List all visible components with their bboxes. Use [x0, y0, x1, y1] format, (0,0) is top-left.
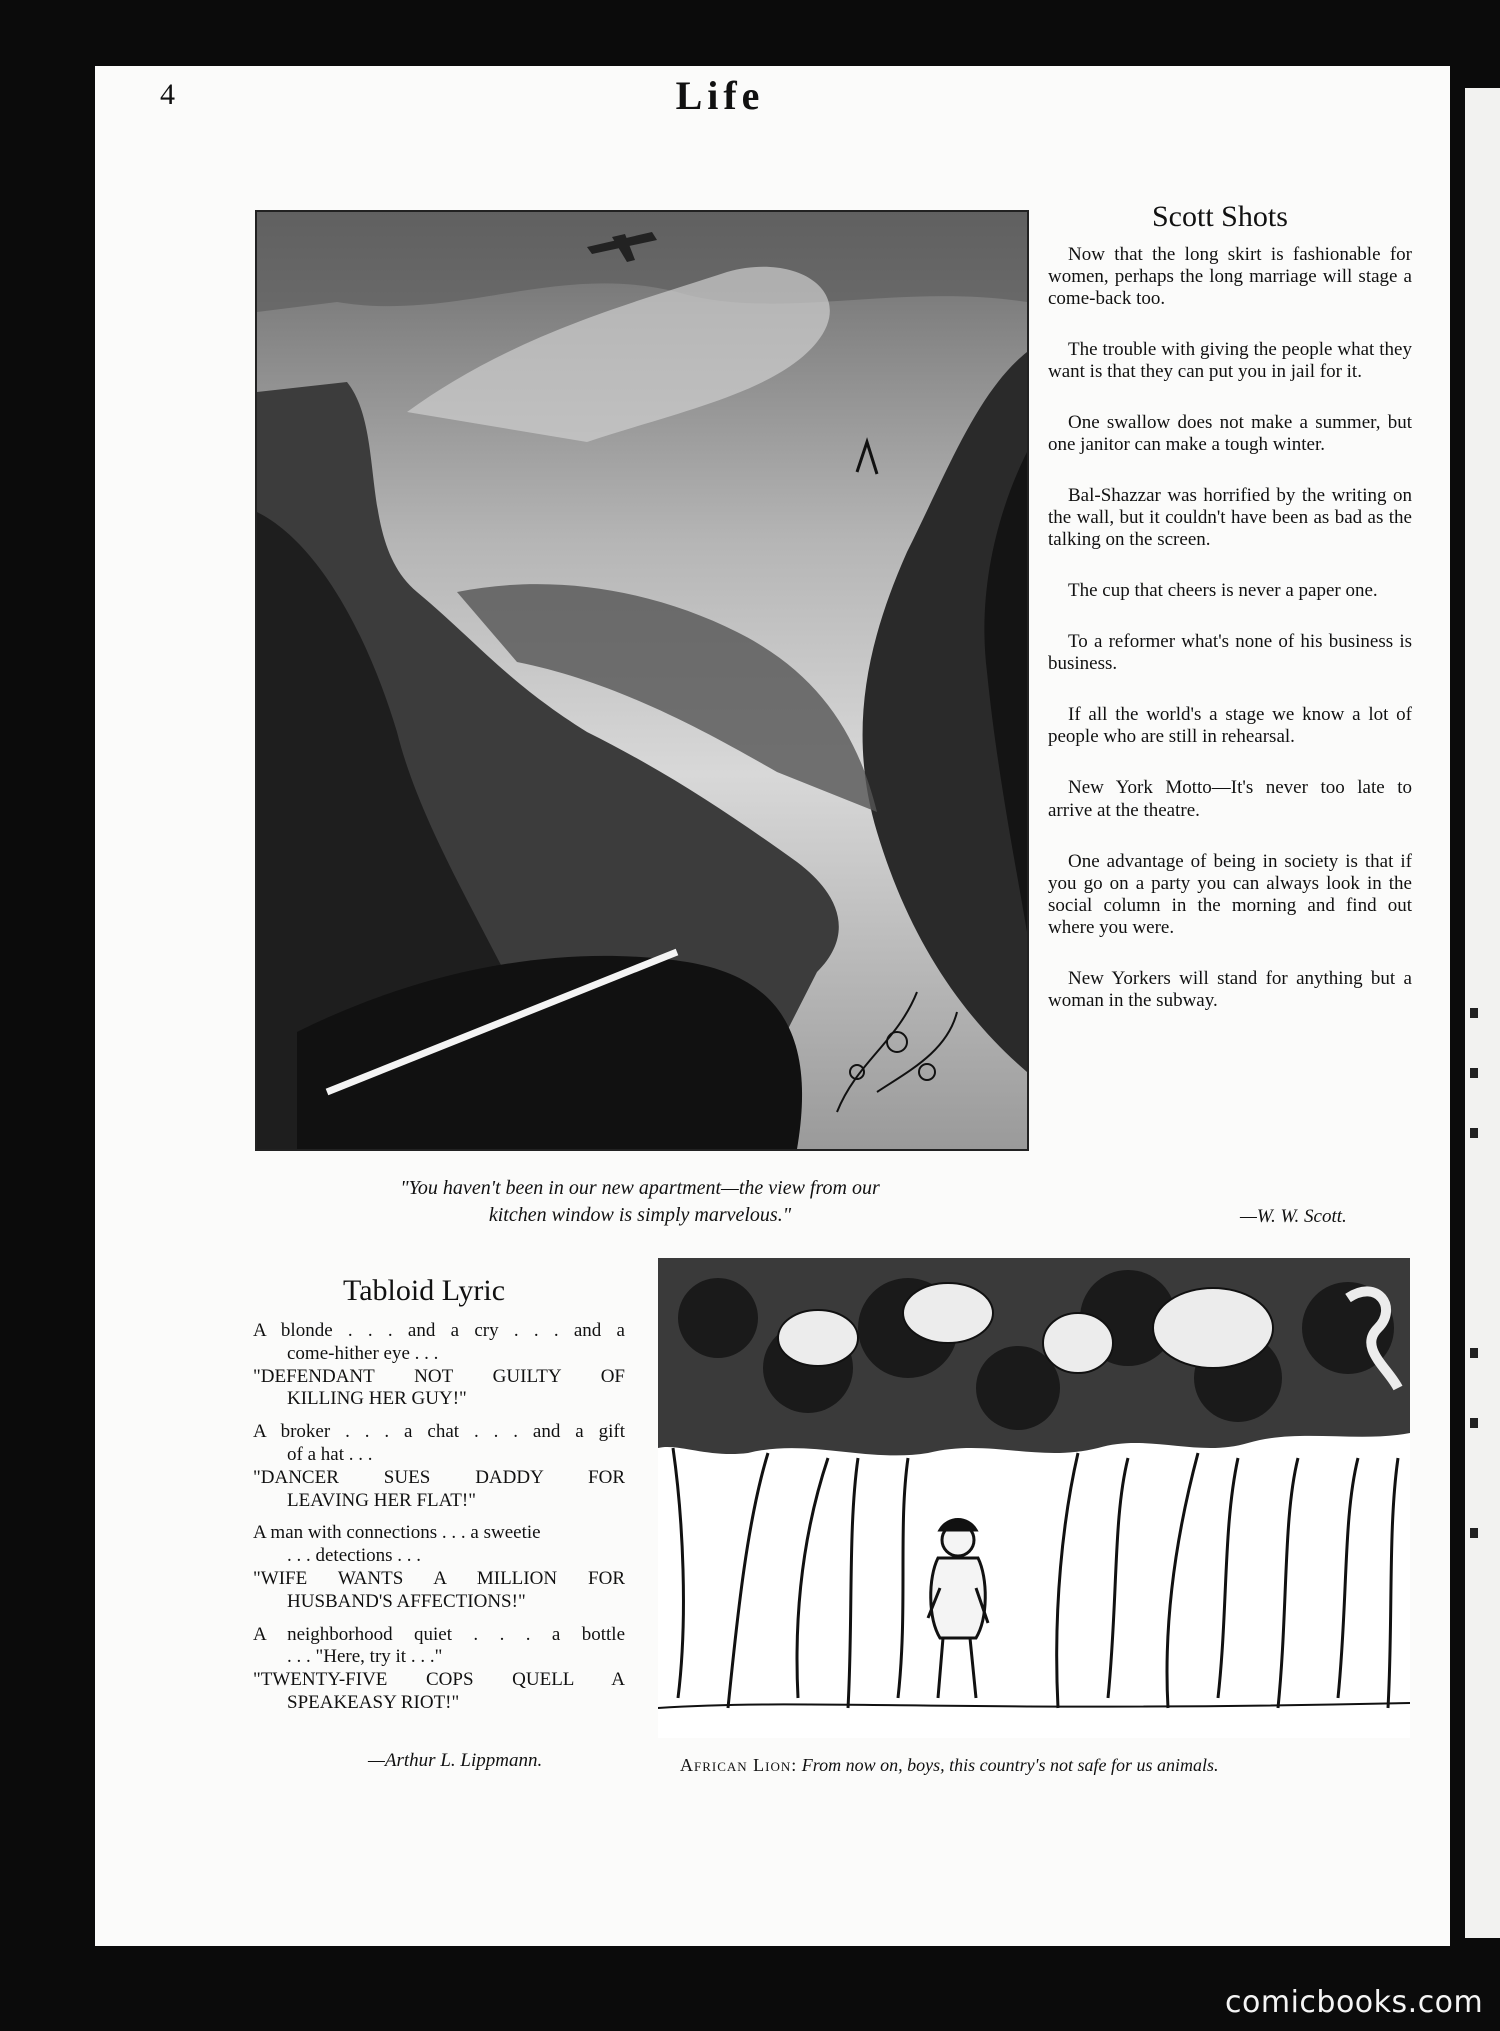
- lyric-line: . . . "Here, try it . . .": [287, 1646, 443, 1668]
- lyric-line: A neighborhood quiet . . . a bottle: [253, 1623, 625, 1645]
- scott-shot-6: To a reformer what's none of his business is business.: [1048, 631, 1412, 675]
- lyric-line: A blonde . . . and a cry . . . and a: [253, 1320, 625, 1341]
- lyric-line: A man with connections . . . a sweetie: [253, 1522, 541, 1544]
- scott-shot-3: One swallow does not make a summer, but one janitor can make a tough winter.: [1048, 412, 1412, 456]
- jungle-cartoon-caption: [680, 1755, 1410, 1776]
- page-number: 4: [160, 78, 175, 111]
- scott-shots-column: [1048, 244, 1412, 1012]
- lyric-headline: SPEAKEASY RIOT!": [287, 1691, 460, 1713]
- lyric-line: of a hat . . .: [287, 1443, 373, 1465]
- scott-shots-title: Scott Shots: [1152, 200, 1288, 233]
- scott-shot-1: Now that the long skirt is fashionable for women, perhaps the long marriage will stage a come-back too.: [1048, 244, 1412, 310]
- caption-speaker: African Lion:: [680, 1755, 798, 1775]
- tabloid-lyric-poem: [253, 1320, 625, 1725]
- lyric-stanza-4: [253, 1624, 625, 1715]
- adjacent-page-edge: [1465, 88, 1500, 1938]
- scott-shot-8: New York Motto—It's never too late to arrive at the theatre.: [1048, 777, 1412, 821]
- watermark: comicbooks.com: [1225, 1985, 1484, 2020]
- lyric-headline: "WIFE WANTS A MILLION FOR: [253, 1567, 625, 1589]
- lyric-headline: "DANCER SUES DADDY FOR: [253, 1466, 625, 1488]
- masthead-logo: Life: [675, 73, 765, 118]
- lyric-stanza-3: [253, 1522, 625, 1613]
- lyric-line: come-hither eye . . .: [287, 1342, 439, 1364]
- canyon-caption-line-1: "You haven't been in our new apartment—the view from our: [400, 1177, 880, 1199]
- scott-shot-2: The trouble with giving the people what they want is that they can put you in jail for it.: [1048, 339, 1412, 383]
- lyric-stanza-1: [253, 1320, 625, 1411]
- lyric-headline: "TWENTY-FIVE COPS QUELL A: [253, 1669, 625, 1691]
- lyric-headline: LEAVING HER FLAT!": [287, 1489, 476, 1511]
- scott-shot-7: If all the world's a stage we know a lot of people who are still in rehearsal.: [1048, 704, 1412, 748]
- scott-shot-5: The cup that cheers is never a paper one.: [1068, 580, 1378, 602]
- lyric-headline: KILLING HER GUY!": [287, 1388, 467, 1410]
- scott-shot-4: Bal-Shazzar was horrified by the writing on the wall, but it couldn't have been as bad as the talking on the screen.: [1048, 485, 1412, 551]
- lyric-headline: "DEFENDANT NOT GUILTY OF: [253, 1365, 625, 1387]
- scott-shot-10: New Yorkers will stand for anything but a woman in the subway.: [1048, 967, 1412, 1011]
- scott-shots-credit: —W. W. Scott.: [1240, 1206, 1347, 1227]
- lyric-line: A broker . . . a chat . . . and a gift: [253, 1421, 625, 1443]
- canyon-caption-line-2: kitchen window is simply marvelous.": [488, 1204, 792, 1226]
- tabloid-lyric-title: Tabloid Lyric: [343, 1274, 506, 1307]
- lyric-headline: HUSBAND'S AFFECTIONS!": [287, 1590, 526, 1612]
- scott-shot-9: One advantage of being in society is that if you go on a party you can always look in the social column in the morning and find out where you were.: [1048, 850, 1412, 938]
- jungle-cartoon: [658, 1258, 1410, 1738]
- caption-text: From now on, boys, this country's not safe for us animals.: [801, 1755, 1219, 1775]
- lyric-line: . . . detections . . .: [287, 1545, 422, 1567]
- canyon-caption: [255, 1175, 1025, 1229]
- tabloid-lyric-credit: —Arthur L. Lippmann.: [368, 1750, 543, 1771]
- lyric-stanza-2: [253, 1421, 625, 1512]
- canyon-illustration: [255, 210, 1029, 1151]
